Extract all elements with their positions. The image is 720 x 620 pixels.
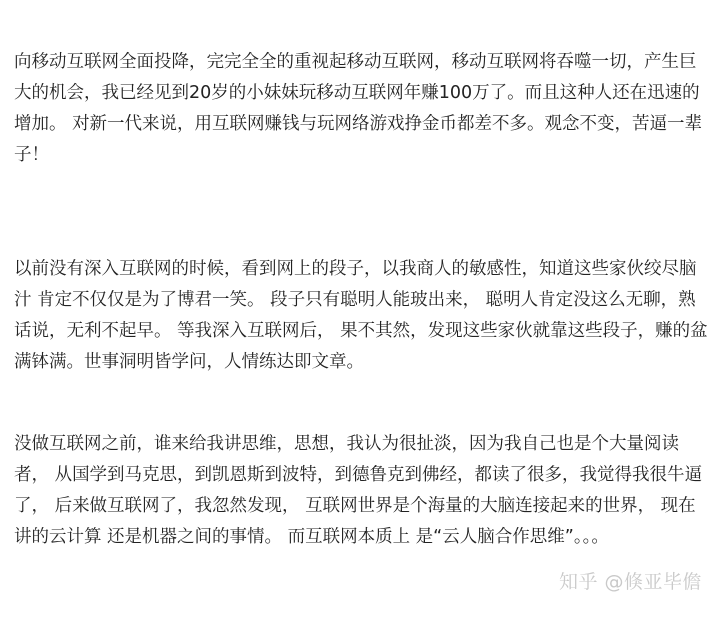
paragraph-3: 没做互联网之前，谁来给我讲思维，思想，我认为很扯淡，因为我自己也是个大量阅读者， 从国学到马克思，到凯恩斯到波特，到德鲁克到佛经，都读了很多，我觉得我很牛逼了， 后来做互联网了，我忽然发现， 互联网世界是个海量的大脑连接起来的世界， 现在讲的云计算 还是机器之间的事情。 而互联网本质上 是“云人脑合作思维”。。。 [14,434,703,547]
paragraph-1: 向移动互联网全面投降，完完全全的重视起移动互联网，移动互联网将吞噬一切，产生巨大的机会，我已经见到20岁的小妹妹玩移动互联网年赚100万了。而且这种人还在迅速的增加。 对新一代来说，用互联网赚钱与玩网络游戏挣金币都差不多。观念不变，苦逼一辈子！ [14,52,703,165]
zhihu-watermark: 知乎 @倏亚毕儋 [558,571,702,593]
paragraph-2: 以前没有深入互联网的时候，看到网上的段子，以我商人的敏感性，知道这些家伙绞尽脑汁 肯定不仅仅是为了博君一笑。 段子只有聪明人能玻出来， 聪明人肯定没这么无聊，熟话说，无利不起早。 等我深入互联网后， 果不其然，发现这些家伙就靠这些段子，赚的盆满钵满。世事洞明皆学问，人情练达即文章。 [14,259,708,372]
